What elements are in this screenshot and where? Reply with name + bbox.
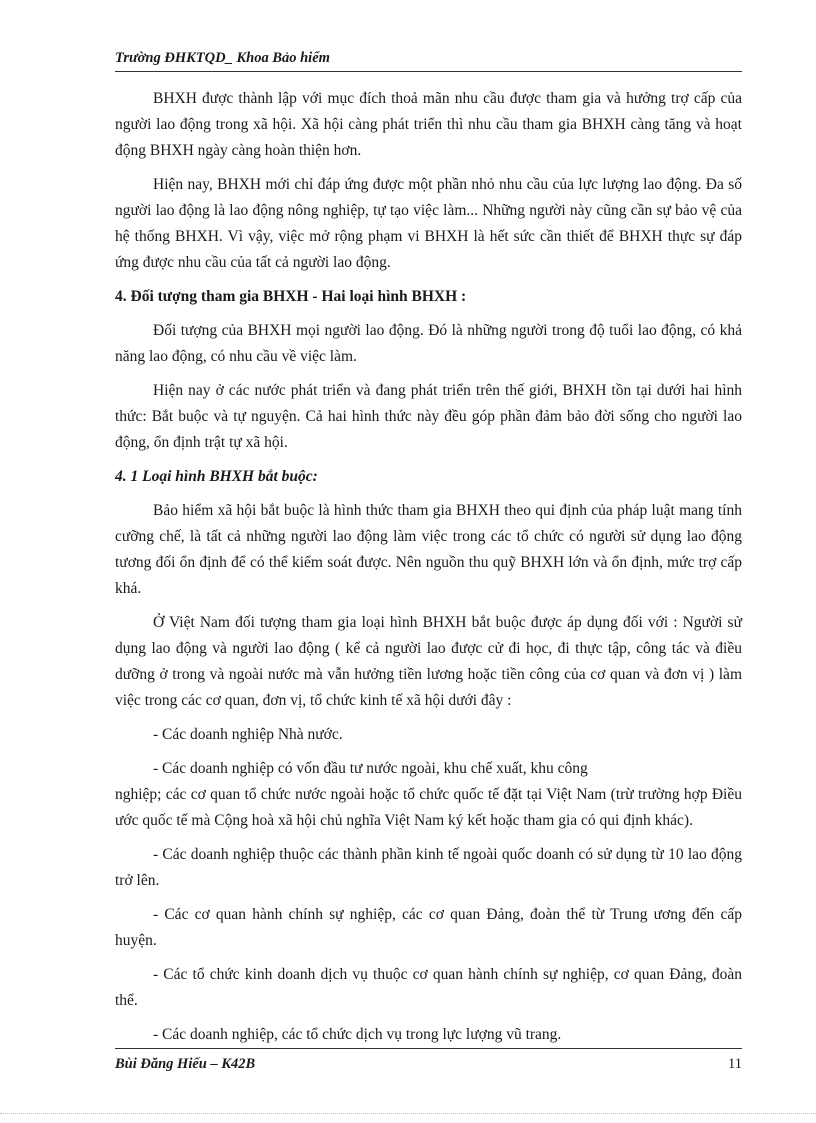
list-item: - Các doanh nghiệp có vốn đầu tư nước ngoài, khu chế xuất, khu công: [153, 760, 588, 777]
paragraph: Hiện nay, BHXH mới chỉ đáp ứng được một phần nhỏ nhu cầu của lực lượng lao động. Đa số người lao động là lao động nông nghiệp, tự tạo việc làm... Những người này cũng cần sự bảo vệ của hệ thống BHXH. Vì vậy, việc mở rộng phạm vi BHXH là hết sức cần thiết để BHXH thực sự đáp ứng được nhu cầu của tất cả người lao động.: [115, 176, 742, 271]
page-number: 11: [728, 1056, 742, 1072]
paragraph: Bảo hiểm xã hội bắt buộc là hình thức tham gia BHXH theo qui định của pháp luật mang tính cưỡng chế, là tất cả những người lao động làm việc trong các tổ chức có người sử dụng lao động tương đối ổn định để có thể kiểm soát được. Nên nguồn thu quỹ BHXH lớn và ổn định, mức trợ cấp khá.: [115, 502, 742, 597]
paragraph: Hiện nay ở các nước phát triển và đang phát triển trên thế giới, BHXH tồn tại dưới hai hình thức: Bắt buộc và tự nguyện. Cả hai hình thức này đều góp phần đảm bảo đời sống cho người lao động, ổn định trật tự xã hội.: [115, 382, 742, 451]
list-item: - Các doanh nghiệp, các tổ chức dịch vụ trong lực lượng vũ trang.: [153, 1026, 562, 1043]
list-item: - Các doanh nghiệp thuộc các thành phần kinh tế ngoài quốc doanh có sử dụng từ 10 lao động trở lên.: [115, 846, 742, 889]
document-body: [115, 86, 742, 1056]
section-heading: 4. Đối tượng tham gia BHXH - Hai loại hình BHXH :: [115, 288, 467, 305]
paragraph: BHXH được thành lập với mục đích thoả mãn nhu cầu được tham gia và hưởng trợ cấp của người lao động trong xã hội. Xã hội càng phát triển thì nhu cầu tham gia BHXH càng tăng và hoạt động BHXH ngày càng hoàn thiện hơn.: [115, 90, 742, 159]
list-item-continuation: nghiệp; các cơ quan tổ chức nước ngoài hoặc tổ chức quốc tế đặt tại Việt Nam (trừ trường hợp Điều ước quốc tế mà Cộng hoà xã hội chủ nghĩa Việt Nam ký kết hoặc tham gia có qui định khác).: [115, 786, 742, 829]
subsection-heading: 4. 1 Loại hình BHXH bắt buộc:: [115, 468, 318, 485]
footer-author: Bùi Đăng Hiếu – K42B: [115, 1056, 256, 1072]
list-item: - Các doanh nghiệp Nhà nước.: [153, 726, 343, 743]
list-item: - Các cơ quan hành chính sự nghiệp, các cơ quan Đảng, đoàn thể từ Trung ương đến cấp huyện.: [115, 906, 742, 949]
paragraph: Ở Việt Nam đối tượng tham gia loại hình BHXH bắt buộc được áp dụng đối với : Người sử dụng lao động và người lao động ( kể cả người lao được cử đi học, đi thực tập, công tác và điều dưỡng ở trong và ngoài nước mà vẫn hưởng tiền lương hoặc tiền công của cơ quan và đơn vị ) làm việc trong các cơ quan, đơn vị, tổ chức kinh tế xã hội dưới đây :: [115, 614, 742, 709]
page-boundary: [0, 1113, 816, 1114]
header-rule: [115, 71, 742, 72]
page-header: Trường ĐHKTQD_ Khoa Bảo hiểm: [115, 50, 330, 66]
list-item: - Các tổ chức kinh doanh dịch vụ thuộc cơ quan hành chính sự nghiệp, cơ quan Đảng, đoàn thể.: [115, 966, 742, 1009]
footer-rule: [115, 1048, 742, 1049]
paragraph: Đối tượng của BHXH mọi người lao động. Đó là những người trong độ tuổi lao động, có khả năng lao động, có nhu cầu về việc làm.: [115, 322, 742, 365]
